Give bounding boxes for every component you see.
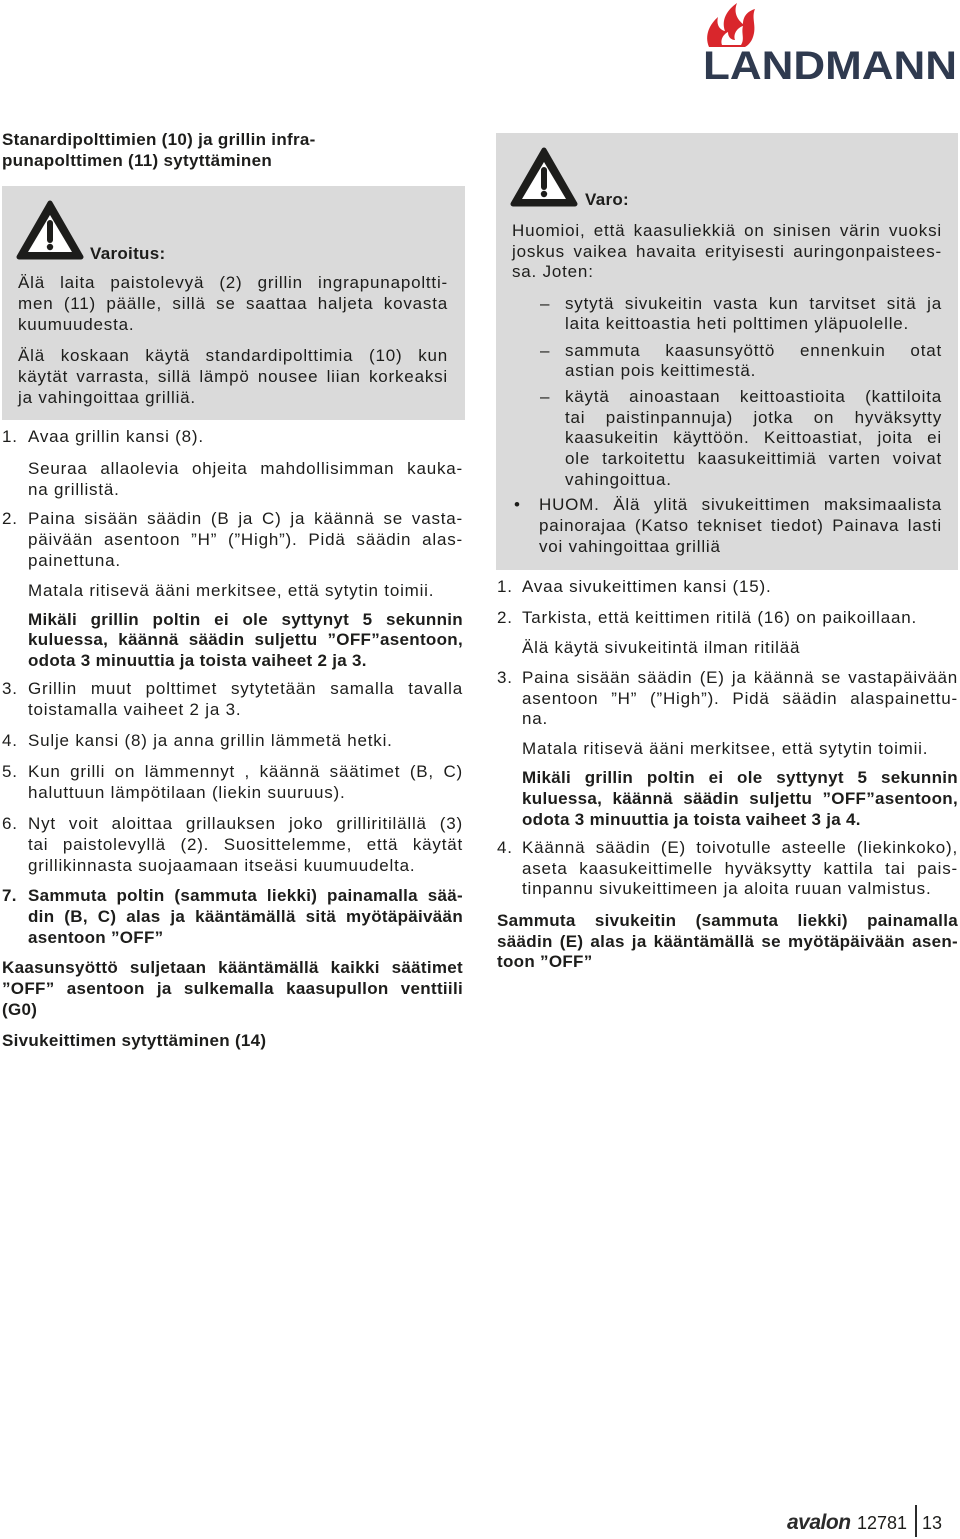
model-number: 12781: [857, 1513, 908, 1533]
step-text-line: Sulje kansi (8) ja anna grillin lämmetä hetki.: [28, 731, 393, 750]
step-text-line: din (B, C) alas ja kääntämällä sitä myötäpäivään: [28, 907, 463, 926]
step-text-line: painettuna.: [28, 551, 121, 570]
step-text-line: Avaa sivukeittimen kansi (15).: [522, 577, 772, 596]
step-number: 3.: [2, 679, 18, 698]
section-heading: punapolttimen (11) sytyttäminen: [2, 151, 273, 170]
step-text-line: Nyt voit aloittaa grillauksen joko grilliritilällä (3): [28, 814, 463, 833]
note-text-line: painorajaa (Katso tekniset tiedot) Painava lasti: [539, 516, 942, 535]
caution-title: Varo:: [585, 190, 630, 209]
list-item-line: ole tarkoitettu kaasukeittimiä varten voivat: [565, 449, 942, 468]
caution-text-line: Mikäli grillin poltin ei ole syttynyt 5 sekunnin: [28, 610, 463, 629]
note-text-line: Älä käytä sivukeitintä ilman ritilää: [522, 638, 801, 657]
logo-wordmark: LANDMANN: [703, 44, 957, 85]
warning-text-line: ja vahingoittaa grilliä.: [18, 388, 196, 407]
gas-off-text-line: (G0): [2, 1000, 38, 1019]
turn-off-text-line: toon ”OFF”: [497, 952, 593, 971]
step-text-line: toistamalla vaiheet 2 ja 3.: [28, 700, 242, 719]
step-text-line: aseta kaasukeittimelle hyväksytty kattila tai pais-: [522, 859, 958, 878]
dash-marker: –: [540, 387, 550, 406]
step-number: 4.: [2, 731, 18, 750]
list-item-line: sytytä sivukeitin vasta kun tarvitset sitä ja: [565, 294, 942, 313]
warning-title: Varoitus:: [90, 244, 166, 263]
step-text-line: tinpannu sivukeittimeen ja aloita ruuan valmistus.: [522, 879, 932, 898]
dash-marker: –: [540, 341, 550, 360]
gas-off-text-line: ”OFF” asentoon ja sulkemalla kaasupullon venttiili: [2, 979, 463, 998]
step-number: 2.: [2, 509, 18, 528]
step-text-line: Paina sisään säädin (E) ja käännä se vastapäivään: [522, 668, 958, 687]
step-number: 1.: [497, 577, 513, 596]
caution-text-line: Mikäli grillin poltin ei ole syttynyt 5 sekunnin: [522, 768, 958, 787]
footer-divider: [915, 1505, 917, 1537]
list-item-line: tai paistinpannuja) jotka on hyväksytty: [565, 408, 942, 427]
note-text-line: na grillistä.: [28, 480, 120, 499]
gas-off-text-line: Kaasunsyöttö suljetaan kääntämällä kaikki säätimet: [2, 958, 463, 977]
list-item-line: astian pois keittimestä.: [565, 361, 757, 380]
note-text-line: voi vahingoittaa grilliä: [539, 537, 721, 556]
caution-text-line: sa. Joten:: [512, 262, 594, 281]
step-number: 6.: [2, 814, 18, 833]
warning-text-line: Älä laita paistolevyä (2) grillin ingrapunapoltti-: [18, 273, 448, 292]
list-item-line: vahingoittua.: [565, 470, 672, 489]
list-item-line: laita keittoastia heti polttimen yläpuolelle.: [565, 314, 910, 333]
warning-text-line: kuumuudesta.: [18, 315, 135, 334]
step-text-line: tai paistolevyllä (2). Suosittelemme, että käytät: [28, 835, 463, 854]
step-text-line: Grillin muut polttimet sytytetään samalla tavalla: [28, 679, 463, 698]
step-number: 3.: [497, 668, 513, 687]
list-item-line: kaasukeitin käyttöön. Keittoastiat, joita ei: [565, 428, 942, 447]
caution-text-line: Huomioi, että kaasuliekkiä on sinisen värin vuoksi: [512, 221, 942, 240]
step-number: 4.: [497, 838, 513, 857]
note-text-line: HUOM. Älä ylitä sivukeittimen maksimaalista: [539, 495, 942, 514]
warning-text-line: men (11) päälle, sillä se saattaa haljeta kovasta: [18, 294, 448, 313]
note-text-line: Seuraa allaolevia ohjeita mahdollisimman kauka-: [28, 459, 463, 478]
caution-text-line: kuluessa, käännä säädin suljettu ”OFF”asentoon,: [28, 630, 463, 649]
page-number: 13: [922, 1513, 943, 1533]
caution-text-line: odota 3 minuuttia ja toista vaiheet 2 ja 3.: [28, 651, 367, 670]
warning-text-line: Älä koskaan käytä standardipolttimia (10) kun: [18, 346, 448, 365]
step-text-line: haluttuun lämpötilaan (liekin suuruus).: [28, 783, 346, 802]
warning-text-line: käytät varrasta, sillä lämpö nousee liian korkeaksi: [18, 367, 448, 386]
step-text-line: asentoon ”H” (”High”). Pidä säädin alaspainettu-: [522, 689, 958, 708]
step-text-line: Käännä säädin (E) toivotulle asteelle (liekinkoko),: [522, 838, 958, 857]
step-text-line: Avaa grillin kansi (8).: [28, 427, 204, 446]
caution-text-line: kuluessa, käännä säädin suljettu ”OFF”asentoon,: [522, 789, 958, 808]
step-text-line: asentoon ”OFF”: [28, 928, 164, 947]
side-burner-heading: Sivukeittimen sytyttäminen (14): [2, 1031, 267, 1050]
step-number: 1.: [2, 427, 18, 446]
caution-text-line: joskus vaikea havaita erityisesti auringonpaistees-: [512, 242, 942, 261]
list-item-line: käytä ainoastaan keittoastioita (kattiloita: [565, 387, 942, 406]
step-number: 2.: [497, 608, 513, 627]
step-text-line: päivään asentoon ”H” (”High”). Pidä säädin alas-: [28, 530, 463, 549]
step-text-line: Sammuta poltin (sammuta liekki) painamalla sää-: [28, 886, 463, 905]
warning-triangle-icon: [509, 146, 579, 208]
section-heading: Stanardipolttimien (10) ja grillin infra-: [2, 130, 316, 149]
step-text-line: Tarkista, että keittimen ritilä (16) on paikoillaan.: [522, 608, 917, 627]
step-number: 7.: [2, 886, 17, 905]
step-number: 5.: [2, 762, 18, 781]
note-text-line: Matala ritisevä ääni merkitsee, että sytytin toimii.: [28, 581, 435, 600]
step-text-line: na.: [522, 709, 549, 728]
bullet-marker: •: [514, 495, 520, 514]
dash-marker: –: [540, 294, 550, 313]
list-item-line: sammuta kaasunsyöttö ennenkuin otat: [565, 341, 942, 360]
avalon-logo: avalon: [787, 1511, 851, 1534]
step-text-line: Kun grilli on lämmennyt , käännä säätimet (B, C): [28, 762, 463, 781]
turn-off-text-line: Sammuta sivukeitin (sammuta liekki) painamalla: [497, 911, 958, 930]
caution-text-line: odota 3 minuuttia ja toista vaiheet 3 ja 4.: [522, 810, 861, 829]
note-text-line: Matala ritisevä ääni merkitsee, että sytytin toimii.: [522, 739, 929, 758]
step-text-line: Paina sisään säädin (B ja C) ja käännä se vasta-: [28, 509, 463, 528]
turn-off-text-line: säädin (E) alas ja kääntämällä se myötäpäivään asen-: [497, 932, 958, 951]
step-text-line: grillikinnasta suojaamaan itseäsi kuumuudelta.: [28, 856, 416, 875]
